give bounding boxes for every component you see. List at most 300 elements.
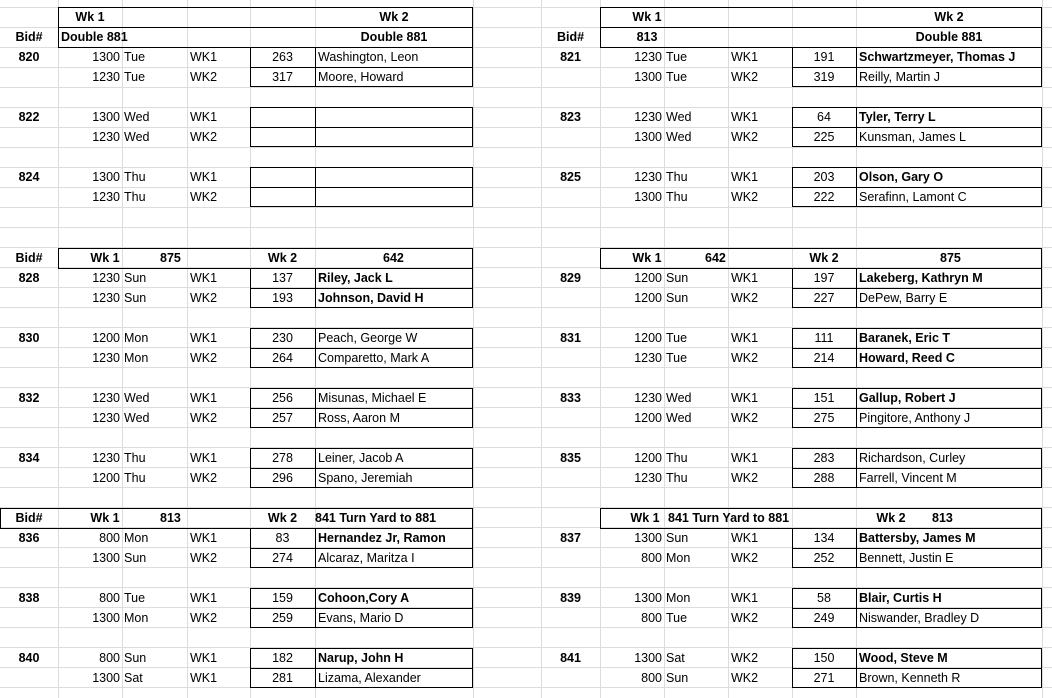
time-cell[interactable]: 800 xyxy=(641,611,662,625)
table-border xyxy=(250,348,473,349)
day-cell[interactable]: Tue xyxy=(666,351,688,365)
week-cell[interactable]: WK2 xyxy=(190,611,218,625)
time-cell[interactable]: 1300 xyxy=(92,110,120,124)
employee-name-cell[interactable]: Battersby, James M xyxy=(859,531,976,545)
gridline xyxy=(0,87,1052,88)
gridline xyxy=(122,0,123,698)
week-cell[interactable]: WK1 xyxy=(190,331,218,345)
employee-name-cell[interactable]: Howard, Reed C xyxy=(859,351,955,365)
bid-cell[interactable] xyxy=(0,187,58,207)
employee-name-cell[interactable]: Spano, Jeremiah xyxy=(318,471,413,485)
week1-location[interactable]: 813 xyxy=(160,511,181,525)
week-cell[interactable]: WK2 xyxy=(731,70,759,84)
week-cell[interactable]: WK1 xyxy=(731,591,759,605)
week-cell[interactable]: WK1 xyxy=(190,110,218,124)
bid-cell[interactable]: 833 xyxy=(560,391,581,405)
day-cell[interactable]: Sun xyxy=(666,271,689,285)
week-cell[interactable]: WK2 xyxy=(731,291,759,305)
time-cell[interactable]: 1200 xyxy=(634,451,662,465)
week-cell[interactable]: WK2 xyxy=(731,671,759,685)
bid-cell[interactable] xyxy=(541,127,600,147)
bid-cell[interactable]: 831 xyxy=(560,331,581,345)
time-cell[interactable]: 1300 xyxy=(634,651,662,665)
day-cell[interactable]: Thu xyxy=(124,190,146,204)
bid-cell[interactable]: 821 xyxy=(560,50,581,64)
day-cell[interactable]: Sun xyxy=(666,531,689,545)
time-cell[interactable]: 1230 xyxy=(634,391,662,405)
employee-number-cell[interactable]: 230 xyxy=(272,331,293,345)
bid-cell[interactable] xyxy=(0,548,58,568)
employee-name-cell[interactable]: Misunas, Michael E xyxy=(318,391,427,405)
bid-cell[interactable] xyxy=(541,548,600,568)
bid-cell[interactable] xyxy=(0,408,58,428)
employee-number-cell[interactable]: 278 xyxy=(272,451,293,465)
bid-header[interactable] xyxy=(541,248,600,268)
employee-number-cell[interactable]: 58 xyxy=(817,591,831,605)
week1-location[interactable]: Double 881 xyxy=(61,30,128,44)
day-cell[interactable]: Mon xyxy=(666,591,691,605)
time-cell[interactable]: 1230 xyxy=(634,351,662,365)
employee-number-cell[interactable]: 288 xyxy=(813,471,835,485)
table-border xyxy=(792,187,1042,188)
day-cell[interactable]: Tue xyxy=(666,50,688,64)
week-cell[interactable]: WK1 xyxy=(731,531,759,545)
week2-location[interactable]: 813 xyxy=(932,511,953,525)
time-cell[interactable]: 800 xyxy=(99,591,120,605)
day-cell[interactable]: Wed xyxy=(666,130,692,144)
table-border xyxy=(792,468,1042,469)
time-cell[interactable]: 1300 xyxy=(92,551,120,565)
time-cell[interactable]: 1200 xyxy=(634,271,662,285)
week-cell[interactable]: WK2 xyxy=(190,130,218,144)
employee-name-cell[interactable]: Washington, Leon xyxy=(318,50,419,64)
employee-number-cell[interactable]: 259 xyxy=(272,611,293,625)
table-border xyxy=(792,548,1042,549)
table-border xyxy=(250,548,473,549)
bid-cell[interactable]: 825 xyxy=(560,170,581,184)
week-cell[interactable]: WK2 xyxy=(190,351,218,365)
day-cell[interactable]: Wed xyxy=(124,411,150,425)
bid-header[interactable] xyxy=(541,508,600,528)
table-border xyxy=(250,67,473,68)
bid-cell[interactable]: 834 xyxy=(18,451,40,465)
day-cell[interactable]: Sun xyxy=(666,671,689,685)
time-cell[interactable]: 1230 xyxy=(92,351,120,365)
gridline xyxy=(728,0,729,698)
employee-number-cell[interactable]: 227 xyxy=(813,291,835,305)
week2-location[interactable]: 642 xyxy=(383,251,404,265)
week-cell[interactable]: WK2 xyxy=(731,130,759,144)
bid-cell[interactable] xyxy=(0,608,58,628)
day-cell[interactable]: Tue xyxy=(124,70,146,84)
gridline xyxy=(0,227,1052,228)
week2-location[interactable]: Double 881 xyxy=(360,30,428,44)
employee-name-cell[interactable]: Kunsman, James L xyxy=(859,130,966,144)
time-cell[interactable]: 1300 xyxy=(92,611,120,625)
day-cell[interactable]: Tue xyxy=(124,591,146,605)
table-border xyxy=(792,408,1042,409)
table-border xyxy=(250,408,473,409)
employee-number-cell[interactable] xyxy=(250,127,315,147)
bid-cell[interactable] xyxy=(541,288,600,308)
table-border xyxy=(250,127,473,128)
employee-name-cell[interactable]: Tyler, Terry L xyxy=(859,110,936,124)
employee-name-cell[interactable]: Schwartzmeyer, Thomas J xyxy=(859,50,1016,64)
employee-name-cell[interactable]: Olson, Gary O xyxy=(859,170,944,184)
employee-number-cell[interactable]: 193 xyxy=(272,291,293,305)
employee-name-cell[interactable]: Lakeberg, Kathryn M xyxy=(859,271,983,285)
table-border xyxy=(792,67,1042,68)
day-cell[interactable]: Thu xyxy=(666,451,688,465)
gridline xyxy=(473,0,474,698)
gridline xyxy=(187,0,188,698)
employee-number-cell[interactable]: 296 xyxy=(272,471,293,485)
week-cell[interactable]: WK2 xyxy=(190,70,218,84)
employee-name-cell[interactable]: Alcaraz, Maritza I xyxy=(318,551,415,565)
week2-location[interactable]: 875 xyxy=(940,251,961,265)
employee-name-cell[interactable]: Gallup, Robert J xyxy=(859,391,956,405)
week2-location[interactable]: Double 881 xyxy=(915,30,983,44)
time-cell[interactable]: 1300 xyxy=(92,170,120,184)
table-border xyxy=(792,668,1042,669)
week2-header[interactable]: Wk 2 xyxy=(267,511,298,525)
time-cell[interactable]: 1230 xyxy=(92,291,120,305)
week-cell[interactable]: WK1 xyxy=(190,591,218,605)
week-cell[interactable]: WK2 xyxy=(731,551,759,565)
week-cell[interactable]: WK1 xyxy=(190,531,218,545)
employee-number-cell[interactable]: 151 xyxy=(813,391,835,405)
table-border xyxy=(250,288,473,289)
bid-header[interactable]: Bid# xyxy=(15,511,43,525)
week-cell[interactable]: WK2 xyxy=(731,611,759,625)
week-cell[interactable]: WK1 xyxy=(731,110,759,124)
employee-name-cell[interactable]: Evans, Mario D xyxy=(318,611,404,625)
bid-cell[interactable]: 840 xyxy=(18,651,40,665)
week-cell[interactable]: WK1 xyxy=(731,271,759,285)
day-cell[interactable]: Thu xyxy=(124,471,146,485)
day-cell[interactable]: Wed xyxy=(666,411,692,425)
bid-cell[interactable] xyxy=(541,408,600,428)
day-cell[interactable]: Wed xyxy=(666,391,692,405)
employee-number-cell[interactable]: 111 xyxy=(814,331,834,345)
employee-name-cell[interactable]: Moore, Howard xyxy=(318,70,404,84)
employee-number-cell[interactable] xyxy=(250,187,315,207)
table-border xyxy=(792,288,1042,289)
employee-number-cell[interactable]: 249 xyxy=(813,611,835,625)
week-cell[interactable]: WK2 xyxy=(731,471,759,485)
day-cell[interactable]: Sun xyxy=(124,291,147,305)
bid-cell[interactable]: 828 xyxy=(18,271,40,285)
table-border xyxy=(792,348,1042,349)
day-cell[interactable]: Mon xyxy=(124,531,149,545)
employee-number-cell[interactable]: 319 xyxy=(813,70,835,84)
bid-cell[interactable]: 822 xyxy=(18,110,40,124)
gridline xyxy=(0,247,1052,248)
employee-number-cell[interactable]: 191 xyxy=(813,50,835,64)
week1-header[interactable]: Wk 1 xyxy=(75,10,105,24)
employee-number-cell[interactable]: 222 xyxy=(813,190,835,204)
employee-number-cell[interactable]: 317 xyxy=(272,70,293,84)
time-cell[interactable]: 1230 xyxy=(92,391,120,405)
employee-name-cell[interactable]: Wood, Steve M xyxy=(859,651,948,665)
employee-number-cell[interactable]: 182 xyxy=(272,651,293,665)
day-cell[interactable]: Tue xyxy=(666,331,688,345)
bid-cell[interactable]: 832 xyxy=(18,391,40,405)
week-cell[interactable]: WK2 xyxy=(190,551,218,565)
time-cell[interactable]: 1230 xyxy=(634,471,662,485)
week-cell[interactable]: WK1 xyxy=(731,50,759,64)
employee-name-cell[interactable]: Bennett, Justin E xyxy=(859,551,954,565)
employee-number-cell[interactable]: 275 xyxy=(813,411,835,425)
employee-number-cell[interactable]: 159 xyxy=(272,591,293,605)
table-border xyxy=(250,187,473,188)
bid-cell[interactable] xyxy=(541,608,600,628)
time-cell[interactable]: 1230 xyxy=(92,130,120,144)
bid-cell[interactable] xyxy=(0,67,58,87)
time-cell[interactable]: 1300 xyxy=(634,190,662,204)
employee-number-cell[interactable] xyxy=(250,167,315,187)
bid-cell[interactable]: 823 xyxy=(560,110,581,124)
week-cell[interactable]: WK2 xyxy=(731,351,759,365)
employee-number-cell[interactable]: 83 xyxy=(275,531,290,545)
bid-cell[interactable] xyxy=(541,187,600,207)
time-cell[interactable]: 1300 xyxy=(92,50,120,64)
table-border xyxy=(792,127,1042,128)
table-border xyxy=(792,608,1042,609)
bid-cell[interactable] xyxy=(0,468,58,488)
week1-location[interactable]: 875 xyxy=(160,251,181,265)
day-cell[interactable]: Wed xyxy=(124,110,150,124)
time-cell[interactable]: 1230 xyxy=(92,411,120,425)
week-cell[interactable]: WK2 xyxy=(731,411,759,425)
week1-location[interactable]: 841 Turn Yard to 881 xyxy=(668,511,790,525)
day-cell[interactable]: Sun xyxy=(124,551,147,565)
time-cell[interactable]: 1200 xyxy=(92,331,120,345)
bid-cell[interactable]: 820 xyxy=(18,50,40,64)
week-cell[interactable]: WK1 xyxy=(190,451,218,465)
bid-cell[interactable]: 841 xyxy=(560,651,581,665)
time-cell[interactable]: 1300 xyxy=(634,531,662,545)
employee-name-cell[interactable]: Narup, John H xyxy=(318,651,404,665)
employee-name-cell[interactable] xyxy=(318,167,473,187)
time-cell[interactable]: 1300 xyxy=(634,591,662,605)
bid-cell[interactable]: 824 xyxy=(18,170,40,184)
employee-name-cell[interactable]: Brown, Kenneth R xyxy=(859,671,961,685)
bid-header[interactable]: Bid# xyxy=(15,251,43,265)
day-cell[interactable]: Sun xyxy=(124,651,147,665)
day-cell[interactable]: Thu xyxy=(666,170,688,184)
employee-name-cell[interactable]: Niswander, Bradley D xyxy=(859,611,980,625)
time-cell[interactable]: 800 xyxy=(641,671,662,685)
bid-cell[interactable]: 836 xyxy=(18,531,40,545)
employee-number-cell[interactable]: 252 xyxy=(813,551,835,565)
time-cell[interactable]: 800 xyxy=(99,651,120,665)
week-cell[interactable]: WK2 xyxy=(190,190,218,204)
employee-name-cell[interactable] xyxy=(318,107,473,127)
week2-location[interactable]: 841 Turn Yard to 881 xyxy=(315,511,437,525)
bid-cell[interactable] xyxy=(541,468,600,488)
week1-header[interactable]: Wk 1 xyxy=(90,511,120,525)
employee-name-cell[interactable]: Reilly, Martin J xyxy=(859,70,941,84)
week-cell[interactable]: WK1 xyxy=(190,391,218,405)
employee-number-cell[interactable]: 150 xyxy=(813,651,835,665)
day-cell[interactable]: Thu xyxy=(666,471,688,485)
employee-number-cell[interactable]: 264 xyxy=(272,351,293,365)
time-cell[interactable]: 1230 xyxy=(634,170,662,184)
week1-location[interactable]: 813 xyxy=(636,30,658,44)
employee-name-cell[interactable]: Baranek, Eric T xyxy=(859,331,951,345)
bid-header[interactable]: Bid# xyxy=(556,30,585,44)
time-cell[interactable]: 1230 xyxy=(634,110,662,124)
day-cell[interactable]: Wed xyxy=(666,110,692,124)
day-cell[interactable]: Wed xyxy=(124,391,150,405)
week1-header[interactable]: Wk 1 xyxy=(632,10,662,24)
time-cell[interactable]: 1230 xyxy=(634,50,662,64)
bid-cell[interactable] xyxy=(541,67,600,87)
employee-name-cell[interactable]: Riley, Jack L xyxy=(318,271,393,285)
week-cell[interactable]: WK1 xyxy=(731,170,759,184)
week-cell[interactable]: WK1 xyxy=(731,331,759,345)
day-cell[interactable]: Mon xyxy=(124,611,149,625)
bid-cell[interactable]: 839 xyxy=(560,591,581,605)
gridline xyxy=(664,0,665,698)
employee-number-cell[interactable]: 134 xyxy=(813,531,835,545)
day-cell[interactable]: Sun xyxy=(124,271,147,285)
week-cell[interactable]: WK1 xyxy=(190,170,218,184)
employee-number-cell[interactable]: 225 xyxy=(813,130,835,144)
week-cell[interactable]: WK2 xyxy=(190,411,218,425)
employee-number-cell[interactable]: 271 xyxy=(813,671,835,685)
bid-cell[interactable] xyxy=(541,668,600,688)
week1-location[interactable]: 642 xyxy=(705,251,726,265)
day-cell[interactable]: Thu xyxy=(124,451,146,465)
time-cell[interactable]: 1230 xyxy=(92,70,120,84)
table-border xyxy=(250,608,473,609)
employee-name-cell[interactable]: Johnson, David H xyxy=(318,291,424,305)
employee-number-cell[interactable]: 64 xyxy=(817,110,831,124)
time-cell[interactable]: 1200 xyxy=(92,471,120,485)
week1-header[interactable]: Wk 1 xyxy=(90,251,120,265)
week1-header[interactable]: Wk 1 xyxy=(632,251,662,265)
employee-number-cell[interactable] xyxy=(250,107,315,127)
week-cell[interactable]: WK2 xyxy=(190,291,218,305)
employee-name-cell[interactable] xyxy=(318,187,473,207)
employee-name-cell[interactable]: Peach, George W xyxy=(318,331,418,345)
bid-cell[interactable]: 837 xyxy=(560,531,581,545)
day-cell[interactable]: Thu xyxy=(666,190,688,204)
week-cell[interactable]: WK1 xyxy=(190,271,218,285)
week-cell[interactable]: WK2 xyxy=(731,651,759,665)
employee-number-cell[interactable]: 137 xyxy=(272,271,293,285)
week-cell[interactable]: WK1 xyxy=(731,451,759,465)
employee-number-cell[interactable]: 256 xyxy=(272,391,293,405)
employee-name-cell[interactable]: Lizama, Alexander xyxy=(318,671,421,685)
time-cell[interactable]: 1200 xyxy=(634,331,662,345)
table-border xyxy=(250,468,473,469)
employee-number-cell[interactable]: 203 xyxy=(813,170,835,184)
day-cell[interactable]: Thu xyxy=(124,170,146,184)
week-cell[interactable]: WK1 xyxy=(731,391,759,405)
employee-number-cell[interactable]: 274 xyxy=(272,551,293,565)
day-cell[interactable]: Mon xyxy=(124,351,149,365)
employee-name-cell[interactable]: Richardson, Curley xyxy=(859,451,966,465)
time-cell[interactable]: 1200 xyxy=(634,291,662,305)
gridline xyxy=(1042,0,1043,698)
week-cell[interactable]: WK1 xyxy=(190,651,218,665)
gridline xyxy=(0,207,1052,208)
employee-name-cell[interactable] xyxy=(318,127,473,147)
time-cell[interactable]: 1230 xyxy=(92,190,120,204)
week2-header[interactable]: Wk 2 xyxy=(934,10,964,24)
week2-header[interactable]: Wk 2 xyxy=(809,251,839,265)
employee-name-cell[interactable]: Leiner, Jacob A xyxy=(318,451,404,465)
bid-cell[interactable] xyxy=(0,127,58,147)
day-cell[interactable]: Mon xyxy=(666,551,691,565)
gridline xyxy=(0,147,1052,148)
day-cell[interactable]: Sat xyxy=(124,671,143,685)
day-cell[interactable]: Sat xyxy=(666,651,685,665)
employee-number-cell[interactable]: 214 xyxy=(813,351,835,365)
day-cell[interactable]: Tue xyxy=(666,611,688,625)
employee-number-cell[interactable]: 281 xyxy=(272,671,293,685)
bid-cell[interactable]: 838 xyxy=(18,591,40,605)
week1-header[interactable]: Wk 1 xyxy=(630,511,660,525)
bid-cell[interactable] xyxy=(0,288,58,308)
employee-name-cell[interactable]: Comparetto, Mark A xyxy=(318,351,430,365)
employee-name-cell[interactable]: Ross, Aaron M xyxy=(318,411,400,425)
employee-number-cell[interactable]: 197 xyxy=(813,271,835,285)
week2-header[interactable]: Wk 2 xyxy=(876,511,906,525)
employee-number-cell[interactable]: 283 xyxy=(813,451,835,465)
day-cell[interactable]: Tue xyxy=(666,70,688,84)
time-cell[interactable]: 800 xyxy=(99,531,120,545)
employee-name-cell[interactable]: Hernandez Jr, Ramon xyxy=(318,531,446,545)
time-cell[interactable]: 1230 xyxy=(92,451,120,465)
week-cell[interactable]: WK2 xyxy=(731,190,759,204)
day-cell[interactable]: Tue xyxy=(124,50,146,64)
week-cell[interactable]: WK1 xyxy=(190,671,218,685)
employee-number-cell[interactable]: 263 xyxy=(272,50,293,64)
time-cell[interactable]: 1300 xyxy=(634,70,662,84)
time-cell[interactable]: 800 xyxy=(641,551,662,565)
time-cell[interactable]: 1300 xyxy=(634,130,662,144)
time-cell[interactable]: 1300 xyxy=(92,671,120,685)
week2-header[interactable]: Wk 2 xyxy=(267,251,298,265)
week-cell[interactable]: WK1 xyxy=(190,50,218,64)
time-cell[interactable]: 1200 xyxy=(634,411,662,425)
employee-number-cell[interactable]: 257 xyxy=(272,411,293,425)
bid-cell[interactable]: 830 xyxy=(18,331,40,345)
day-cell[interactable]: Wed xyxy=(124,130,150,144)
day-cell[interactable]: Mon xyxy=(124,331,149,345)
bid-cell[interactable]: 835 xyxy=(560,451,581,465)
employee-name-cell[interactable]: Serafinn, Lamont C xyxy=(859,190,967,204)
day-cell[interactable]: Sun xyxy=(666,291,689,305)
employee-name-cell[interactable]: Blair, Curtis H xyxy=(859,591,942,605)
bid-header[interactable]: Bid# xyxy=(15,30,43,44)
employee-name-cell[interactable]: Farrell, Vincent M xyxy=(859,471,957,485)
bid-cell[interactable] xyxy=(0,668,58,688)
bid-cell[interactable]: 829 xyxy=(560,271,581,285)
employee-name-cell[interactable]: Cohoon,Cory A xyxy=(318,591,410,605)
week2-header[interactable]: Wk 2 xyxy=(379,10,409,24)
bid-cell[interactable] xyxy=(0,348,58,368)
week-cell[interactable]: WK2 xyxy=(190,471,218,485)
bid-cell[interactable] xyxy=(541,348,600,368)
employee-name-cell[interactable]: Pingitore, Anthony J xyxy=(859,411,971,425)
employee-name-cell[interactable]: DePew, Barry E xyxy=(859,291,948,305)
time-cell[interactable]: 1230 xyxy=(92,271,120,285)
